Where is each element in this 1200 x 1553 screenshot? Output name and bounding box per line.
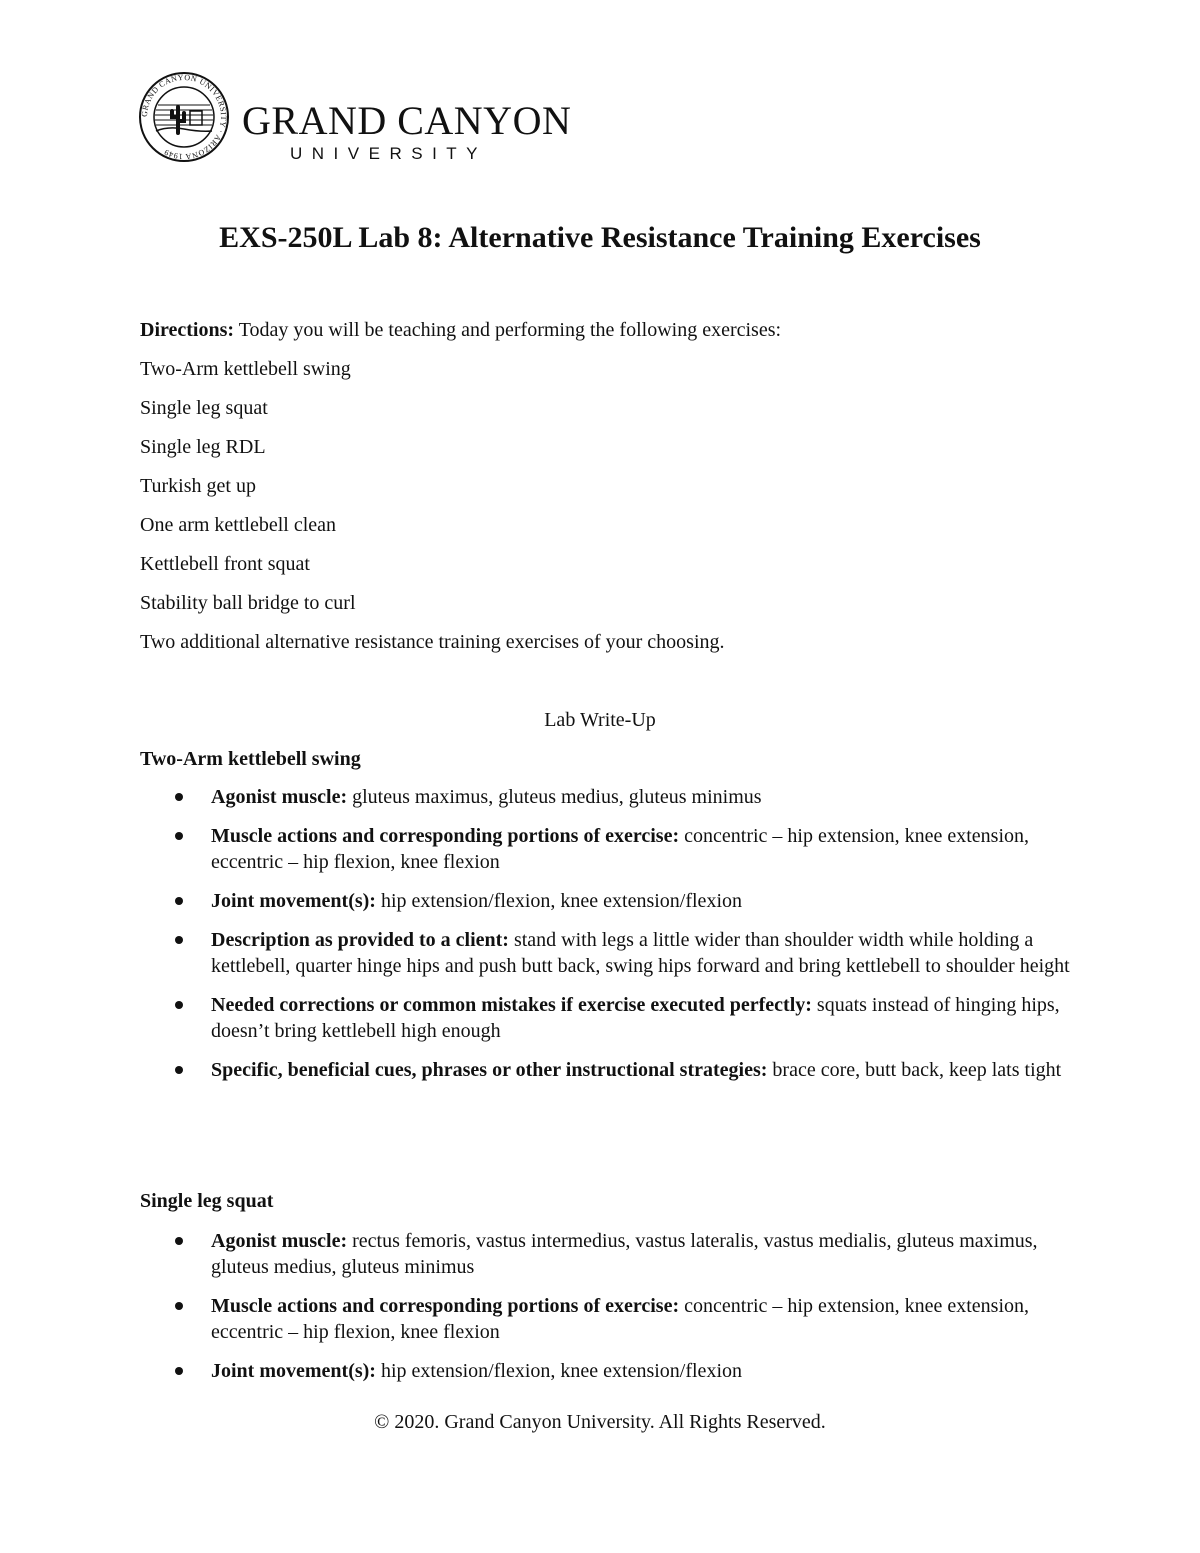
bullet-item: [211, 927, 1071, 979]
list-item: Stability ball bridge to curl: [140, 592, 356, 614]
section-bullets: [211, 784, 1071, 1096]
bullet-label: Joint movement(s):: [211, 890, 376, 912]
bullet-item: [211, 1358, 1071, 1384]
list-item: Kettlebell front squat: [140, 553, 310, 575]
bullet-item: [211, 1293, 1071, 1345]
logo-name: GRAND CANYON: [242, 98, 572, 143]
directions-text: Today you will be teaching and performing the following exercises:: [234, 319, 782, 341]
bullet-text: concentric – hip extension, knee extension, eccentric – hip flexion, knee flexion: [211, 1295, 1030, 1343]
document-title: EXS-250L Lab 8: Alternative Resistance Training Exercises: [219, 221, 981, 254]
bullet-item: [211, 1057, 1071, 1083]
bullet-label: Specific, beneficial cues, phrases or other instructional strategies:: [211, 1059, 768, 1081]
bullet-text: hip extension/flexion, knee extension/flexion: [375, 890, 742, 912]
bullet-text: stand with legs a little wider than shoulder width while holding a kettlebell, quarter hinge hips and push butt back, swing hips forward and bring kettlebell to shoulder height: [211, 929, 1070, 977]
seal-ring-text: GRAND CANYON UNIVERSITY · ARIZONA 1949: [139, 72, 229, 162]
list-item: Single leg squat: [140, 397, 268, 419]
section-title: Single leg squat: [140, 1190, 274, 1212]
list-item: One arm kettlebell clean: [140, 514, 337, 536]
bullet-label: Muscle actions and corresponding portions of exercise:: [211, 1295, 680, 1317]
section-bullets: [211, 1228, 1071, 1397]
bullet-text: concentric – hip extension, knee extension, eccentric – hip flexion, knee flexion: [211, 825, 1030, 873]
logo-subtitle: UNIVERSITY: [290, 144, 488, 163]
list-item: Two additional alternative resistance training exercises of your choosing.: [140, 631, 725, 653]
directions-label: Directions:: [140, 319, 235, 341]
copyright-footer: © 2020. Grand Canyon University. All Rights Reserved.: [374, 1411, 826, 1433]
bullet-item: [211, 992, 1071, 1044]
list-item: Two-Arm kettlebell swing: [140, 358, 351, 380]
bullet-label: Agonist muscle:: [211, 786, 348, 808]
bullet-item: [211, 1228, 1071, 1280]
bullet-label: Needed corrections or common mistakes if exercise executed perfectly:: [211, 994, 812, 1016]
bullet-text: squats instead of hinging hips, doesn’t bring kettlebell high enough: [211, 994, 1060, 1042]
bullet-label: Description as provided to a client:: [211, 929, 509, 951]
exercise-list: [140, 357, 725, 669]
bullet-label: Agonist muscle:: [211, 1230, 348, 1252]
bullet-item: [211, 823, 1071, 875]
bullet-text: rectus femoris, vastus intermedius, vastus lateralis, vastus medialis, gluteus maximus, gluteus medius, gluteus minimus: [211, 1230, 1038, 1278]
bullet-item: [211, 888, 1071, 914]
list-item: Turkish get up: [140, 475, 256, 497]
university-logo: [138, 71, 572, 163]
directions: [140, 318, 781, 342]
list-item: Single leg RDL: [140, 436, 266, 458]
bullet-item: [211, 784, 1071, 810]
bullet-text: hip extension/flexion, knee extension/flexion: [375, 1360, 742, 1382]
bullet-label: Joint movement(s):: [211, 1360, 376, 1382]
bullet-text: brace core, butt back, keep lats tight: [767, 1059, 1062, 1081]
section-title: Two-Arm kettlebell swing: [140, 748, 361, 770]
bullet-label: Muscle actions and corresponding portions of exercise:: [211, 825, 680, 847]
bullet-text: gluteus maximus, gluteus medius, gluteus minimus: [347, 786, 762, 808]
university-seal-icon: [138, 71, 230, 163]
lab-writeup-heading: Lab Write-Up: [544, 709, 656, 731]
